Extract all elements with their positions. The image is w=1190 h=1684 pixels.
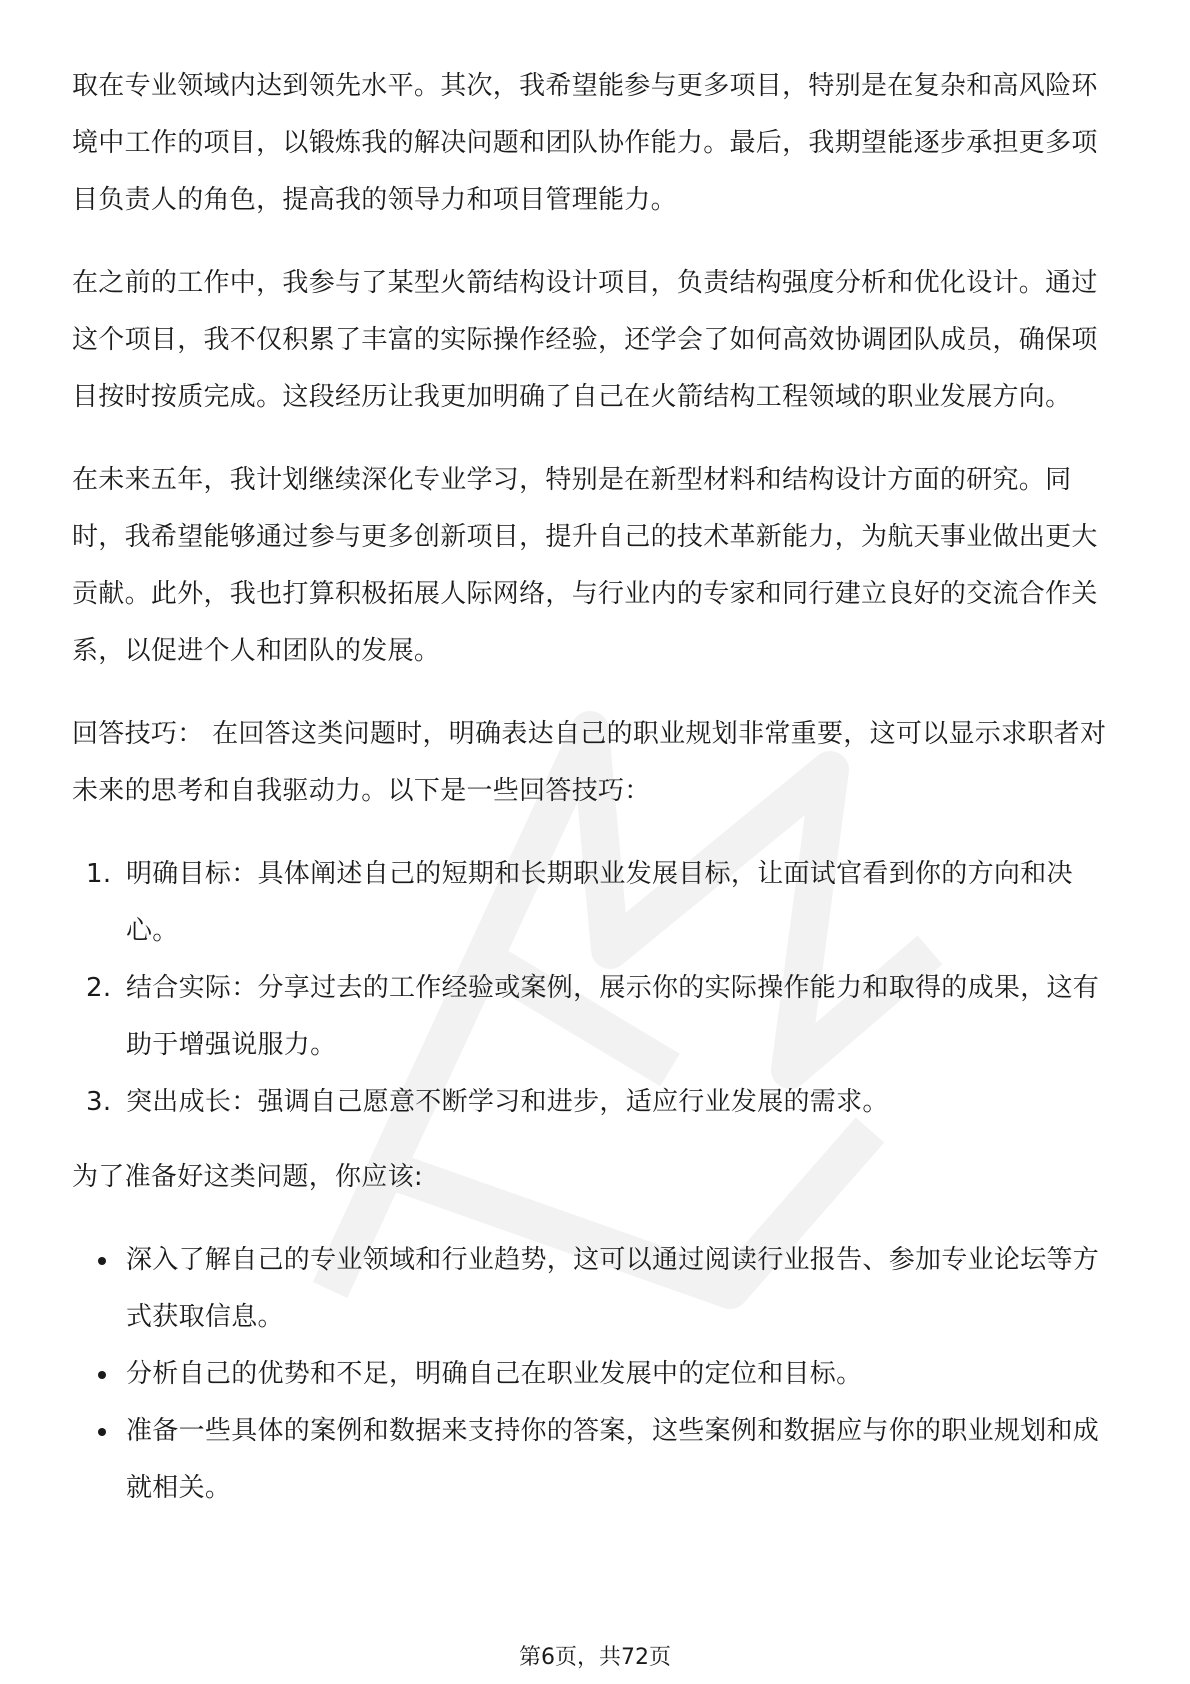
list-item-text: 深入了解自己的专业领域和行业趋势，这可以通过阅读行业报告、参加专业论坛等方式获取信息。 [126, 1245, 1100, 1332]
document-page [72, 58, 1122, 1517]
page-footer: 第6页，共72页 [519, 1645, 671, 1670]
list-number: 1. [86, 859, 112, 889]
list-item-text: 明确目标：具体阐述自己的短期和长期职业发展目标，让面试官看到你的方向和决心。 [126, 859, 1073, 946]
paragraph-answer-tips: 回答技巧： 在回答这类问题时，明确表达自己的职业规划非常重要，这可以显示求职者对未来的思考和自我驱动力。以下是一些回答技巧： [72, 719, 1107, 806]
bullet-icon [98, 1371, 106, 1379]
list-item-text: 结合实际：分享过去的工作经验或案例，展示你的实际操作能力和取得的成果，这有助于增强说服力。 [126, 973, 1100, 1060]
list-item [72, 1346, 1122, 1403]
list-number: 2. [86, 973, 112, 1003]
list-item [72, 1232, 1122, 1346]
paragraph-experience: 在之前的工作中，我参与了某型火箭结构设计项目，负责结构强度分析和优化设计。通过这个项目，我不仅积累了丰富的实际操作经验，还学会了如何高效协调团队成员，确保项目按时按质完成。这段经历让我更加明确了自己在火箭结构工程领域的职业发展方向。 [72, 268, 1098, 412]
list-number: 3. [86, 1087, 112, 1117]
bullet-icon [98, 1428, 106, 1436]
paragraph-future-plan: 在未来五年，我计划继续深化专业学习，特别是在新型材料和结构设计方面的研究。同时，我希望能够通过参与更多创新项目，提升自己的技术革新能力，为航天事业做出更大贡献。此外，我也打算积极拓展人际网络，与行业内的专家和同行建立良好的交流合作关系，以促进个人和团队的发展。 [72, 465, 1098, 666]
list-item [72, 846, 1122, 960]
bullet-icon [98, 1257, 106, 1265]
list-item-text: 分析自己的优势和不足，明确自己在职业发展中的定位和目标。 [126, 1359, 863, 1389]
list-item [72, 960, 1122, 1074]
list-item [72, 1403, 1122, 1517]
list-item [72, 1074, 1122, 1131]
tips-list [72, 846, 1122, 1131]
paragraph-goals: 取在专业领域内达到领先水平。其次，我希望能参与更多项目，特别是在复杂和高风险环境中工作的项目，以锻炼我的解决问题和团队协作能力。最后，我期望能逐步承担更多项目负责人的角色，提高我的领导力和项目管理能力。 [72, 71, 1098, 215]
list-item-text: 突出成长：强调自己愿意不断学习和进步，适应行业发展的需求。 [126, 1087, 889, 1117]
prep-list [72, 1232, 1122, 1517]
paragraph-prep-intro: 为了准备好这类问题，你应该: [72, 1162, 423, 1192]
list-item-text: 准备一些具体的案例和数据来支持你的答案，这些案例和数据应与你的职业规划和成就相关。 [126, 1416, 1100, 1503]
